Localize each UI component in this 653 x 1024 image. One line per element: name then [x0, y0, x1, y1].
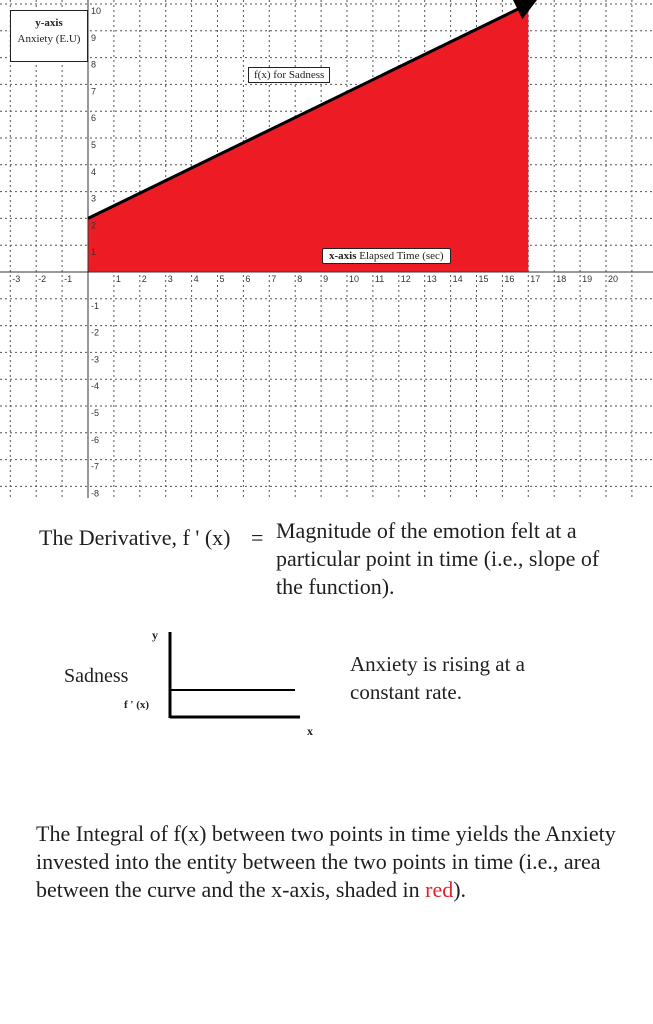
x-tick-label: 14: [452, 274, 463, 284]
sketch-y-label: y: [152, 628, 158, 642]
derivative-label: The Derivative, f ' (x): [39, 525, 231, 550]
x-tick-label: 2: [141, 274, 147, 284]
y-tick-label: 10: [91, 6, 102, 16]
y-tick-label: 8: [91, 59, 97, 70]
y-tick-label: 3: [91, 193, 97, 204]
y-tick-label: 6: [91, 113, 97, 124]
x-tick-label: -3: [12, 274, 21, 284]
equals-sign: =: [251, 525, 264, 550]
x-tick-label: 18: [556, 274, 567, 284]
y-tick-label: -5: [91, 408, 100, 418]
y-tick-label: 7: [91, 86, 97, 97]
x-tick-label: 12: [400, 274, 411, 284]
x-tick-label: -1: [64, 274, 73, 284]
y-axis-desc: Anxiety (E.U): [17, 33, 81, 45]
y-tick-label: -1: [91, 300, 100, 311]
sketch-x-label: x: [307, 724, 313, 738]
y-tick-label: -4: [91, 381, 100, 392]
y-tick-label: 5: [91, 140, 97, 150]
y-tick-label: -3: [91, 354, 100, 365]
series-label-box: [248, 67, 330, 83]
x-tick-label: 3: [167, 274, 173, 284]
x-tick-label: 4: [193, 274, 199, 284]
x-tick-label: 1: [115, 274, 121, 284]
y-tick-label: -2: [91, 327, 100, 338]
integral-text: The Integral of f(x) between two points in time yields the Anxiety invested into the entity between the two points in time (i.e., area between the curve and the x-axis, shaded in: [36, 821, 616, 902]
derivative-meaning: Magnitude of the emotion felt at a particular point in time (i.e., slope of the function).: [276, 518, 600, 599]
x-tick-label: 15: [478, 274, 489, 284]
x-tick-label: 6: [245, 274, 251, 284]
y-tick-label: 9: [91, 32, 97, 43]
integral-text-end: ).: [453, 877, 467, 902]
x-tick-label: -2: [38, 274, 47, 284]
sketch-f-label: f ' (x): [124, 699, 150, 711]
x-tick-label: 11: [374, 274, 385, 284]
series-label: f(x) for Sadness: [254, 69, 325, 81]
y-axis-word: y-axis: [35, 17, 63, 29]
shaded-area-under-curve: [88, 4, 528, 272]
x-axis-word: x-axis: [329, 250, 357, 262]
x-axis-label-box: [322, 248, 451, 264]
x-tick-label: 10: [349, 274, 360, 284]
x-tick-label: 13: [426, 274, 437, 284]
y-tick-label: -8: [91, 488, 100, 499]
x-axis-desc: Elapsed Time (sec): [359, 250, 444, 262]
x-tick-label: 9: [323, 274, 329, 284]
y-tick-label: -7: [91, 461, 100, 472]
y-tick-label: 1: [91, 247, 97, 258]
x-tick-label: 20: [608, 274, 619, 284]
x-tick-label: 8: [297, 274, 303, 284]
x-tick-label: 7: [271, 274, 277, 284]
y-tick-label: -6: [91, 434, 100, 445]
x-tick-label: 17: [530, 274, 541, 284]
x-tick-label: 16: [504, 274, 515, 284]
sketch-description: Anxiety is rising at a constant rate.: [350, 652, 525, 704]
derivative-sketch: [160, 630, 320, 730]
y-axis-label-box: [10, 10, 88, 62]
y-tick-label: 4: [91, 166, 97, 177]
y-tick-label: 2: [91, 220, 97, 231]
x-tick-label: 19: [582, 274, 593, 284]
x-tick-label: 5: [219, 274, 225, 284]
integral-red-word: red: [425, 877, 454, 902]
sketch-left-label: Sadness: [64, 665, 129, 687]
integral-paragraph: [36, 820, 621, 904]
